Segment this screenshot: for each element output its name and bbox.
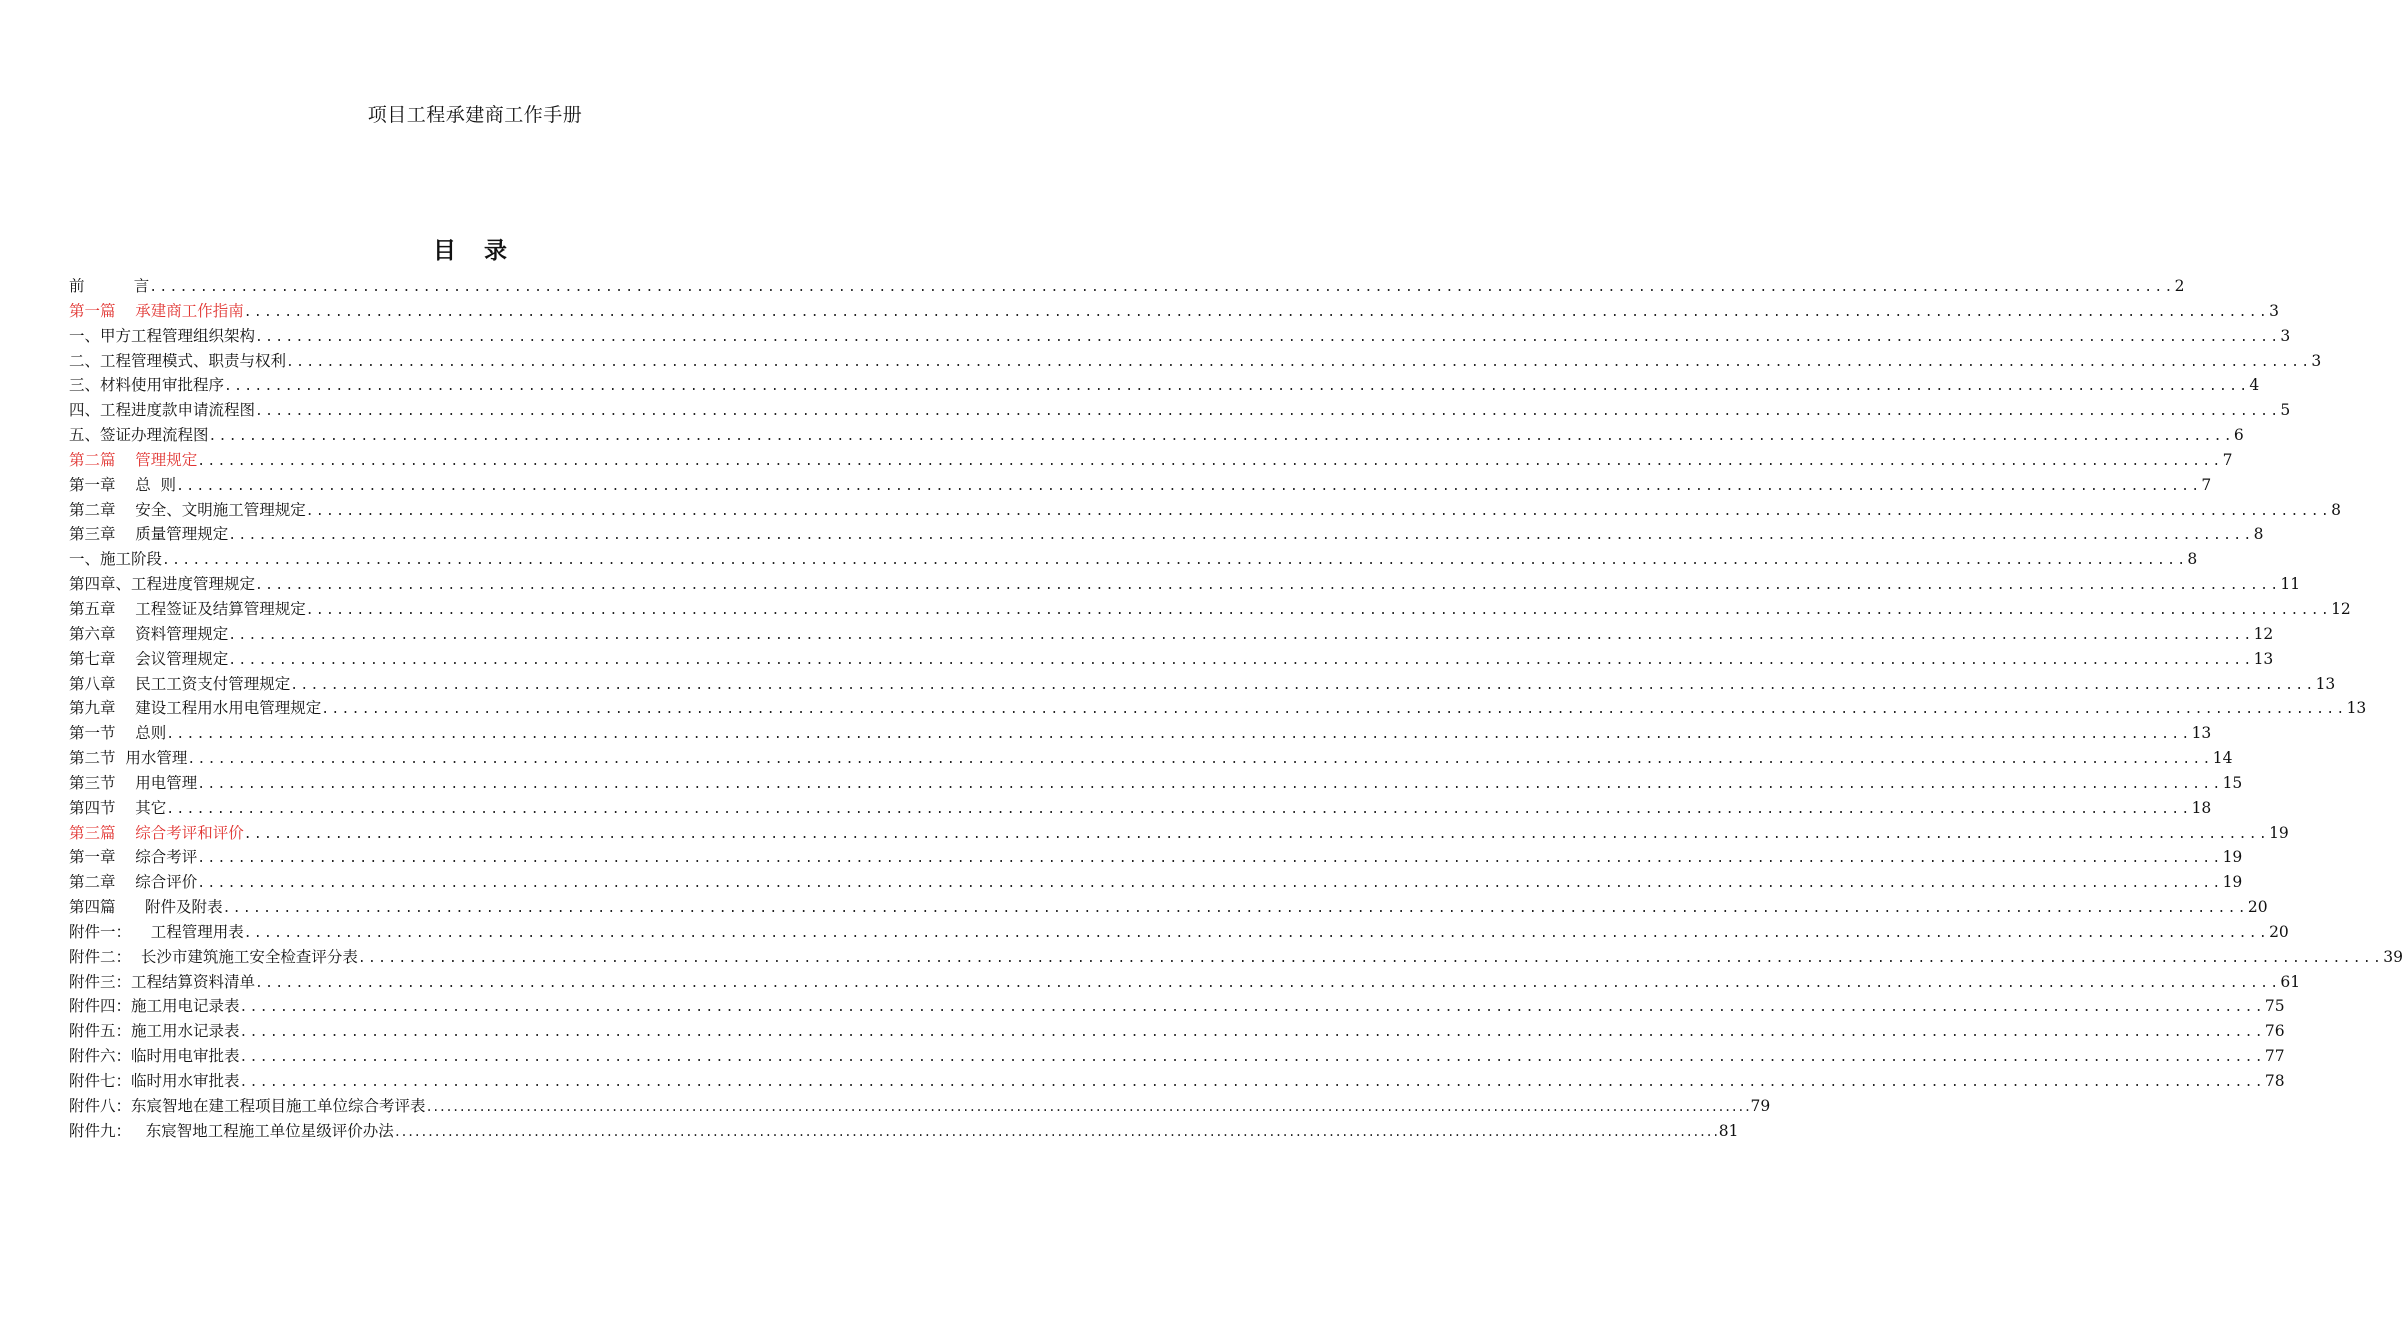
toc-entry-label: 第二章 安全、文明施工管理规定 [69,500,306,519]
toc-entry[interactable] [69,994,2285,1019]
toc-entry-page: 79 [1750,1096,1771,1115]
toc-entry-label: 第八章 民工工资支付管理规定 [69,674,291,693]
toc-entry[interactable] [69,845,2243,870]
toc-entry-label: 五、签证办理流程图 [69,426,209,445]
toc-entry-page: 19 [2222,873,2243,892]
toc-entry-page: 8 [2187,550,2198,569]
toc-entry-label: 四、工程进度款申请流程图 [69,401,256,420]
toc-dot-leader: ........................................................................................................................................................................................................ [255,975,2281,991]
toc-entry-label: 附件六：临时用电审批表 [69,1047,240,1066]
toc-entry-label: 一、施工阶段 [69,550,163,569]
toc-entry-label: 第一节 总则 [69,724,167,743]
toc-dot-leader: ........................................................................................................................................................................................................ [243,925,2270,941]
toc-dot-leader: ........................................................................................................................................................................................................ [208,429,2234,445]
toc-entry-page: 4 [2249,376,2260,395]
toc-entry[interactable] [69,1044,2285,1069]
toc-entry[interactable] [69,274,2185,299]
toc-entry-label: 第五章 工程签证及结算管理规定 [69,599,306,618]
toc-entry[interactable] [69,721,2212,746]
toc-entry-label: 附件八：东宸智地在建工程项目施工单位综合考评表 [69,1096,426,1115]
toc-entry[interactable] [69,970,2301,995]
toc-entry[interactable] [69,373,2260,398]
toc-entry-page: 13 [2191,724,2212,743]
toc-entry-page: 7 [2222,450,2233,469]
toc-entry-page: 76 [2264,1022,2285,1041]
toc-dot-leader: ........................................................................................................................................................................................................ [239,1075,2265,1090]
toc-dot-leader: ........................................................................................................................................................................................................ [255,329,2281,345]
toc-entry-page: 8 [2253,525,2264,544]
toc-dot-leader: ........................................................................................................................................................................................................ [357,950,2384,966]
toc-dot-leader: ........................................................................................................................................................................................................ [321,702,2347,718]
toc-dot-leader: ........................................................................................................................................................................................................ [393,1124,1719,1139]
toc-dot-leader: ........................................................................................................................................................................................................ [228,627,2254,643]
toc-entry-label: 第四篇 附件及附表 [69,898,223,917]
toc-entry-page: 8 [2331,500,2341,519]
toc-dot-leader: ........................................................................................................................................................................................................ [255,578,2281,594]
toc-entry[interactable] [69,647,2274,672]
toc-dot-leader: ........................................................................................................................................................................................................ [239,1025,2265,1041]
toc-entry-page: 13 [2346,699,2367,718]
toc-entry-page: 5 [2280,401,2291,420]
toc-entry-label: 第九章 建设工程用水用电管理规定 [69,699,322,718]
toc-dot-leader: ........................................................................................................................................................................................................ [197,776,2223,792]
toc-entry-page: 13 [2315,674,2336,693]
toc-entry-page: 2 [2174,277,2185,295]
toc-entry-label: 第三篇 综合考评和评价 [69,823,244,842]
toc-entry[interactable] [69,324,2291,349]
toc-entry[interactable] [69,821,2289,846]
toc-entry[interactable] [69,1094,1771,1119]
toc-entry-page: 3 [2269,301,2279,320]
toc-entry-label: 二、工程管理模式、职责与权利 [69,351,287,370]
toc-dot-leader: ........................................................................................................................................................................................................ [243,304,2270,320]
toc-entry-label: 附件五：施工用水记录表 [69,1022,240,1041]
toc-dot-leader: ........................................................................................................................................................................................................ [166,727,2192,743]
toc-entry-label: 附件二： 长沙市建筑施工安全检查评分表 [69,947,358,966]
toc-entry-page: 81 [1718,1121,1739,1140]
toc-dot-leader: ........................................................................................................................................................................................................ [222,901,2248,917]
document-title: 项目工程承建商工作手册 [367,104,583,126]
toc-entry[interactable] [69,945,2403,970]
toc-entry-label: 三、材料使用审批程序 [69,376,225,395]
toc-dot-leader: ........................................................................................................................................................................................................ [305,503,2332,519]
toc-heading: 目 录 [432,237,517,264]
toc-entry-page: 15 [2222,773,2243,792]
toc-entry-label: 附件三：工程结算资料清单 [69,972,256,991]
toc-entry-page: 12 [2253,624,2274,643]
toc-entry[interactable] [69,696,2367,721]
toc-entry[interactable] [69,1069,2285,1094]
toc-entry-page: 6 [2233,426,2244,445]
toc-entry-label: 第三节 用电管理 [69,773,198,792]
toc-dot-leader: ........................................................................................................................................................................................................ [228,652,2254,668]
toc-dot-leader: ........................................................................................................................................................................................................ [197,851,2223,867]
toc-entry-label: 第一章 综合考评 [69,848,198,867]
toc-entry-page: 14 [2212,749,2233,768]
toc-entry-label: 第四节 其它 [69,798,167,817]
toc-entry[interactable] [69,870,2243,895]
toc-entry[interactable] [69,423,2244,448]
toc-dot-leader: ........................................................................................................................................................................................................ [197,453,2223,469]
toc-entry-page: 61 [2280,972,2301,991]
toc-entry[interactable] [69,1119,1739,1144]
toc-entry[interactable] [69,622,2274,647]
toc-entry[interactable] [69,498,2341,523]
toc-entry-label: 第三章 质量管理规定 [69,525,229,544]
toc-dot-leader: ........................................................................................................................................................................................................ [255,404,2281,420]
toc-entry[interactable] [69,522,2264,547]
toc-entry[interactable] [69,771,2243,796]
toc-entry-label: 第四章、工程进度管理规定 [69,575,256,594]
toc-dot-leader: ........................................................................................................................................................................................................ [187,752,2213,768]
toc-dot-leader: ........................................................................................................................................................................................................ [243,826,2270,842]
toc-dot-leader: ........................................................................................................................................................................................................ [224,379,2250,395]
toc-entry[interactable] [69,796,2212,821]
toc-entry-label: 第六章 资料管理规定 [69,624,229,643]
toc-entry[interactable] [69,895,2268,920]
toc-dot-leader: ........................................................................................................................................................................................................ [176,478,2202,494]
toc-entry-page: 13 [2253,649,2274,668]
toc-dot-leader: ........................................................................................................................................................................................................ [162,553,2188,569]
toc-entry-label: 附件四：施工用电记录表 [69,997,240,1016]
toc-entry[interactable] [69,597,2351,622]
toc-entry-page: 19 [2222,848,2243,867]
toc-entry-page: 12 [2331,599,2351,618]
toc-entry-page: 75 [2264,997,2285,1016]
toc-dot-leader: ........................................................................................................................................................................................................ [149,280,2175,295]
toc-entry-page: 20 [2269,922,2289,941]
toc-dot-leader: ........................................................................................................................................................................................................ [239,1000,2265,1016]
toc-entry-page: 39 [2383,947,2403,966]
table-of-contents [69,274,2403,1144]
toc-entry-label: 第二篇 管理规定 [69,450,198,469]
toc-entry[interactable] [69,1019,2285,1044]
toc-entry-label: 第二章 综合评价 [69,873,198,892]
toc-entry-page: 78 [2264,1072,2285,1090]
toc-entry-page: 11 [2280,575,2301,594]
toc-entry[interactable] [69,746,2233,771]
toc-dot-leader: ........................................................................................................................................................................................................ [166,801,2192,817]
toc-entry-label: 第七章 会议管理规定 [69,649,229,668]
toc-entry-label: 一、甲方工程管理组织架构 [69,326,256,345]
toc-entry[interactable] [69,473,2212,498]
toc-entry-page: 18 [2191,798,2212,817]
toc-entry-page: 20 [2247,898,2268,917]
toc-dot-leader: ........................................................................................................................................................................................................ [290,677,2316,693]
toc-entry[interactable] [69,448,2233,473]
toc-dot-leader: ........................................................................................................................................................................................................ [286,354,2312,370]
toc-entry-label: 附件七：临时用水审批表 [69,1072,240,1090]
toc-dot-leader: ........................................................................................................................................................................................................ [305,602,2332,618]
toc-entry-page: 3 [2311,351,2322,370]
toc-dot-leader: ........................................................................................................................................................................................................ [228,528,2254,544]
toc-entry-page: 3 [2280,326,2291,345]
toc-entry[interactable] [69,920,2289,945]
toc-dot-leader: ........................................................................................................................................................................................................ [239,1050,2265,1066]
toc-entry-label: 附件一： 工程管理用表 [69,922,244,941]
toc-entry-label: 前 言 [69,277,150,295]
toc-entry[interactable] [69,398,2291,423]
toc-entry-page: 7 [2201,475,2212,494]
toc-entry[interactable] [69,299,2279,324]
toc-entry-label: 第二节 用水管理 [69,749,188,768]
toc-entry[interactable] [69,572,2301,597]
toc-entry[interactable] [69,349,2322,374]
toc-entry[interactable] [69,547,2198,572]
toc-dot-leader: ........................................................................................................................................................................................................ [425,1099,1751,1114]
toc-entry-label: 第一篇 承建商工作指南 [69,301,244,320]
toc-dot-leader: ........................................................................................................................................................................................................ [197,876,2223,892]
toc-entry-page: 77 [2264,1047,2285,1066]
toc-entry-label: 附件九： 东宸智地工程施工单位星级评价办法 [69,1121,394,1140]
toc-entry[interactable] [69,672,2336,697]
toc-entry-page: 19 [2269,823,2289,842]
toc-entry-label: 第一章 总 则 [69,475,177,494]
